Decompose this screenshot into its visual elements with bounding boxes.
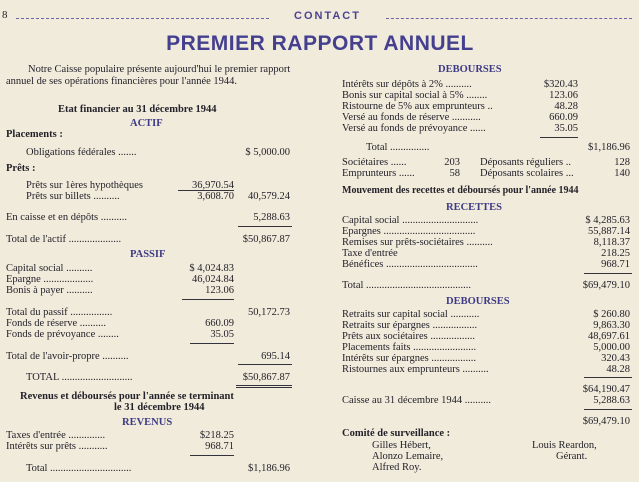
member-right: Louis Reardon, <box>532 440 597 451</box>
r4-value: 218.25 <box>601 248 630 259</box>
prets-label: Prêts : <box>6 163 36 174</box>
magazine-name: CONTACT <box>294 10 361 22</box>
d2-value: 123.06 <box>549 90 578 101</box>
r2-value: 55,887.14 <box>588 226 630 237</box>
prevoyance-value: 35.05 <box>210 329 234 340</box>
member-1: Gilles Hébert, <box>372 440 431 451</box>
avoir-label: Total de l'avoir-propre .......... <box>6 351 129 362</box>
deposants-reg-label: Déposants réguliers .. <box>480 157 571 168</box>
r3-label: Remises sur prêts-sociétaires .......... <box>342 237 493 248</box>
e4-value: 5,000.00 <box>593 342 630 353</box>
d4-value: 660.09 <box>549 112 578 123</box>
actif-heading: ACTIF <box>130 118 163 129</box>
passif-heading: PASSIF <box>130 249 166 260</box>
total-rec-value: $69,479.10 <box>582 280 630 291</box>
double-rule <box>236 387 292 388</box>
rule <box>182 299 234 300</box>
r5-label: Bénéfices ................................... <box>342 259 478 270</box>
hypotheques-value: 36,970.54 <box>192 180 234 191</box>
emprunteurs-label: Emprunteurs ...... <box>342 168 415 179</box>
e1-value: $ 260.80 <box>593 309 630 320</box>
rule <box>190 455 234 456</box>
recettes-heading: RECETTES <box>446 202 503 213</box>
placements-label: Placements : <box>6 129 63 140</box>
header-rule-right <box>386 18 632 19</box>
rule <box>540 137 578 138</box>
total-actif-value: $50,867.87 <box>242 234 290 245</box>
revenus-heading: REVENUS <box>122 417 173 428</box>
bonis-value: 123.06 <box>205 285 234 296</box>
total-rec-label: Total ........................................ <box>342 280 472 291</box>
page-title: PREMIER RAPPORT ANNUEL <box>166 32 474 55</box>
taxes-value: $218.25 <box>199 430 234 441</box>
d5-label: Versé au fonds de prévoyance ...... <box>342 123 486 134</box>
capital-label: Capital social .......... <box>6 263 93 274</box>
epargne-label: Epargne ................... <box>6 274 94 285</box>
societaires-label: Sociétaires ...... <box>342 157 407 168</box>
deposants-sco-value: 140 <box>614 168 630 179</box>
e3-label: Prêts aux sociétaires ................. <box>342 331 475 342</box>
capital-value: $ 4,024.83 <box>189 263 234 274</box>
e6-value: 48.28 <box>606 364 630 375</box>
reserve-value: 660.09 <box>205 318 234 329</box>
e5-label: Intérêts sur épargnes ................. <box>342 353 476 364</box>
r1-value: $ 4,285.63 <box>585 215 630 226</box>
hypotheques-label: Prêts sur 1ères hypothèques <box>26 180 143 191</box>
societaires-value: 203 <box>444 157 460 168</box>
total-value: $50,867.87 <box>242 372 290 383</box>
member-3: Alfred Roy. <box>372 462 422 473</box>
debourses-heading: DEBOURSES <box>438 64 502 75</box>
caisse31-value: 5,288.63 <box>593 395 630 406</box>
r2-label: Epargnes ................................... <box>342 226 476 237</box>
prevoyance-label: Fonds de prévoyance ........ <box>6 329 119 340</box>
rule <box>190 343 234 344</box>
rule <box>238 226 292 227</box>
obligations-label: Obligations fédérales ....... <box>26 147 137 158</box>
billets-label: Prêts sur billets .......... <box>26 191 120 202</box>
total-revenus-value: $1,186.96 <box>248 463 290 474</box>
epargne-value: 46,024.84 <box>192 274 234 285</box>
total-actif-label: Total de l'actif .................... <box>6 234 122 245</box>
total-deb-label: Total ............... <box>366 142 430 153</box>
rule <box>584 409 632 410</box>
e3-value: 48,697.61 <box>588 331 630 342</box>
r4-label: Taxe d'entrée <box>342 248 398 259</box>
total-label: TOTAL ........................... <box>26 372 133 383</box>
intro-paragraph: Notre Caisse populaire présente aujourd'hui le premier rapport annuel de ses opérations financières pour l'année 1944. <box>6 64 291 87</box>
member-2: Alonzo Lemaire, <box>372 451 444 462</box>
total-passif-value: 50,172.73 <box>248 307 290 318</box>
rule <box>584 273 632 274</box>
total-revenus-label: Total ............................... <box>26 463 132 474</box>
page-header <box>0 0 639 24</box>
r3-value: 8,118.37 <box>593 237 630 248</box>
mouvement-title: Mouvement des recettes et déboursés pour l'année 1944 <box>342 185 579 196</box>
total-passif-label: Total du passif ................ <box>6 307 113 318</box>
rule <box>584 377 632 378</box>
taxes-label: Taxes d'entrée .............. <box>6 430 106 441</box>
revenus-title-1: Revenus et déboursés pour l'année se terminant <box>20 391 234 402</box>
member-right-role: Gérant. <box>556 451 588 462</box>
e5-value: 320.43 <box>601 353 630 364</box>
d5-value: 35.05 <box>554 123 578 134</box>
comite-label: Comité de surveillance : <box>342 428 451 439</box>
revenus-title-2: le 31 décembre 1944 <box>114 402 205 413</box>
e2-label: Retraits sur épargnes ................. <box>342 320 478 331</box>
caisse31-label: Caisse au 31 décembre 1944 .......... <box>342 395 492 406</box>
bonis-label: Bonis à payer .......... <box>6 285 93 296</box>
d1-label: Intérêts sur dépôts à 2% .......... <box>342 79 472 90</box>
e2-value: 9,863.30 <box>593 320 630 331</box>
billets-value: 3,608.70 <box>197 191 234 202</box>
debourses2-heading: DEBOURSES <box>446 296 510 307</box>
d3-value: 48.28 <box>554 101 578 112</box>
reserve-label: Fonds de réserve .......... <box>6 318 107 329</box>
d4-label: Versé au fonds de réserve ........... <box>342 112 481 123</box>
interets-prets-value: 968.71 <box>205 441 234 452</box>
d2-label: Bonis sur capital social à 5% ........ <box>342 90 488 101</box>
d1-value: $320.43 <box>543 79 578 90</box>
grand-total-value: $69,479.10 <box>582 416 630 427</box>
page-number: 8 <box>2 9 8 21</box>
e1-label: Retraits sur capital social ........... <box>342 309 480 320</box>
deposants-reg-value: 128 <box>614 157 630 168</box>
sub-deb-value: $64,190.47 <box>582 384 630 395</box>
e6-label: Ristournes aux emprunteurs .......... <box>342 364 489 375</box>
rule <box>236 385 292 386</box>
e4-label: Placements faits ........................ <box>342 342 477 353</box>
interets-prets-label: Intérêts sur prêts ........... <box>6 441 108 452</box>
etat-title: Etat financier au 31 décembre 1944 <box>58 104 217 115</box>
obligations-value: $ 5,000.00 <box>245 147 290 158</box>
emprunteurs-value: 58 <box>449 168 460 179</box>
total-deb-value: $1,186.96 <box>588 142 630 153</box>
rule <box>238 364 292 365</box>
d3-label: Ristourne de 5% aux emprunteurs .. <box>342 101 493 112</box>
avoir-value: 695.14 <box>261 351 290 362</box>
r5-value: 968.71 <box>601 259 630 270</box>
caisse-label: En caisse et en dépôts .......... <box>6 212 128 223</box>
header-rule-left <box>16 18 269 19</box>
r1-label: Capital social ............................. <box>342 215 479 226</box>
caisse-value: 5,288.63 <box>253 212 290 223</box>
deposants-sco-label: Déposants scolaires ... <box>480 168 574 179</box>
billets-total: 40,579.24 <box>248 191 290 202</box>
